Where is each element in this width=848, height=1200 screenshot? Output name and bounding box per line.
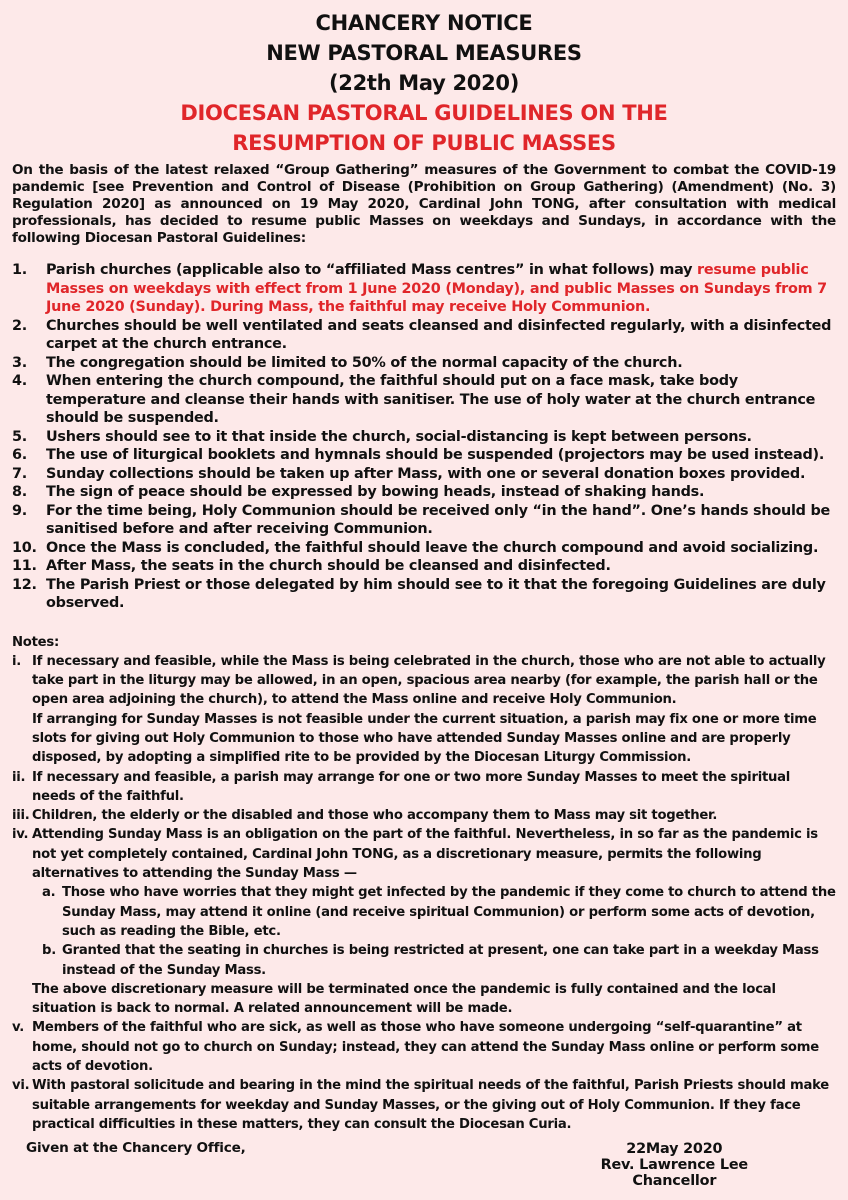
guideline-item [12, 261, 836, 317]
guideline-text: After Mass, the seats in the church should be cleansed and disinfected. [46, 558, 611, 574]
guideline-item [12, 483, 836, 502]
note-number: iii. [12, 808, 30, 824]
guideline-text: Parish churches (applicable also to “affiliated Mass centres” in what follows) may [46, 262, 698, 278]
guideline-text: The congregation should be limited to 50% of the normal capacity of the church. [46, 354, 683, 371]
guideline-text: The Parish Priest or those delegated by him should see to it that the foregoing Guidelines are duly observed. [46, 576, 826, 611]
guideline-number: 1. [12, 262, 27, 278]
note-number: v. [12, 1020, 25, 1036]
note-text: Attending Sunday Mass is an obligation on the part of the faithful. Nevertheless, in so far as the pandemic is not yet completely contained, Cardinal John TONG, as a discretionary measure, permits the following alternatives to attending the Sunday Mass — [32, 827, 818, 882]
note-text: With pastoral solicitude and bearing in the mind the spiritual needs of the faithful, Parish Priests should make suitable arrangements for weekday and Sunday Masses, or the giving out of Holy Communion. If they face practical difficulties in these matters, they can consult the Diocesan Curia. [32, 1078, 829, 1132]
note-item [12, 652, 836, 768]
guideline-number: 12. [12, 576, 37, 593]
note-text: Children, the elderly or the disabled and those who accompany them to Mass may sit together. [32, 808, 718, 824]
guidelines-heading-line1: DIOCESAN PASTORAL GUIDELINES ON THE [180, 101, 668, 125]
guideline-number: 4. [12, 373, 27, 389]
note-item [12, 1076, 836, 1134]
note-item [12, 806, 836, 825]
guideline-item [12, 502, 836, 539]
notice-subtitle: NEW PASTORAL MEASURES [266, 41, 582, 65]
guideline-item [12, 317, 836, 354]
note-item [12, 825, 836, 1018]
guideline-item [12, 557, 836, 576]
notes-section [12, 633, 836, 1135]
subitem-text: Those who have worries that they might get infected by the pandemic if they come to church to attend the Sunday Mass, may attend it online (and receive spiritual Communion) or perform some acts of devotion, such as reading the Bible, etc. [62, 885, 836, 939]
subitem-letter: a. [42, 885, 56, 901]
notice-date: (22th May 2020) [328, 71, 520, 95]
guideline-item [12, 465, 836, 484]
note-subitem [32, 941, 836, 980]
guideline-item [12, 428, 836, 447]
guideline-number: 9. [12, 502, 27, 519]
guideline-number: 5. [12, 428, 27, 445]
given-at-line: Given at the Chancery Office, [26, 1140, 246, 1156]
subitem-letter: b. [42, 943, 56, 959]
signature-date: 22May 2020 [626, 1141, 723, 1157]
guideline-item [12, 576, 836, 613]
signature-block [601, 1141, 748, 1189]
note-text: If necessary and feasible, while the Mass is being celebrated in the church, those who are not able to actually take part in the liturgy may be allowed, in an open, spacious area nearby (for example, the parish hall or the open area adjoining the church), to attend the Mass online and receive Holy Communion. [32, 653, 826, 708]
guideline-text: Sunday collections should be taken up after Mass, with one or several donation boxes provided. [46, 465, 806, 482]
guideline-item [12, 372, 836, 428]
notes-heading: Notes: [12, 634, 59, 650]
guideline-highlight: resume public Masses on weekdays with effect from 1 June 2020 (Monday), and public Masses on Sundays from 7 June 2020 (Sunday). During Mass, the faithful may receive Holy Communion. [46, 262, 827, 315]
note-text: If necessary and feasible, a parish may arrange for one or two more Sunday Masses to meet the spiritual needs of the faithful. [32, 769, 791, 804]
guideline-number: 2. [12, 317, 27, 334]
note-text: The above discretionary measure will be terminated once the pandemic is fully contained and the local situation is back to normal. A related announcement will be made. [32, 981, 776, 1017]
guidelines-heading-line2: RESUMPTION OF PUBLIC MASSES [232, 131, 616, 155]
guideline-text: For the time being, Holy Communion should be received only “in the hand”. One’s hands should be sanitised before and after receiving Communion. [46, 502, 831, 537]
note-text: Members of the faithful who are sick, as well as those who have someone undergoing “self-quarantine” at home, should not go to church on Sunday; instead, they can attend the Sunday Mass online or perform some acts of devotion. [32, 1020, 819, 1075]
note-subitem [32, 883, 836, 941]
guideline-text: When entering the church compound, the faithful should put on a face mask, take body temperature and cleanse their hands with sanitiser. The use of holy water at the church entrance should be suspended. [46, 373, 816, 426]
guideline-text: Once the Mass is concluded, the faithful should leave the church compound and avoid socializing. [46, 539, 819, 556]
guideline-text: The use of liturgical booklets and hymnals should be suspended (projectors may be used instead). [46, 447, 825, 463]
guideline-item [12, 446, 836, 465]
guideline-number: 6. [12, 447, 27, 463]
intro-paragraph: On the basis of the latest relaxed “Group Gathering” measures of the Government to combat the COVID-19 pandemic [see Prevention and Control of Disease (Prohibition on Group Gathering) (Amendment) (No. 3) Regulation 2020] as announced on 19 May 2020, Cardinal John TONG, after consultation with medical professionals, has decided to resume public Masses on weekdays and Sundays, in accordance with the following Diocesan Pastoral Guidelines: [12, 162, 836, 246]
note-number: ii. [12, 769, 26, 785]
subitem-text: Granted that the seating in churches is being restricted at present, one can take part in a weekday Mass instead of the Sunday Mass. [62, 943, 819, 978]
guideline-item [12, 354, 836, 373]
guideline-number: 8. [12, 484, 27, 500]
guideline-item [12, 539, 836, 558]
guideline-text: Ushers should see to it that inside the church, social-distancing is kept between persons. [46, 428, 752, 445]
guideline-number: 10. [12, 539, 37, 556]
note-text: If arranging for Sunday Masses is not feasible under the current situation, a parish may fix one or more time slots for giving out Holy Communion to those who have attended Sunday Masses online and are properly disposed, by adopting a simplified rite to be provided by the Diocesan Liturgy Commission. [32, 711, 817, 766]
guidelines-list [12, 261, 836, 613]
note-number: i. [12, 653, 22, 669]
note-item [12, 1018, 836, 1076]
guideline-number: 7. [12, 465, 27, 482]
guideline-text: The sign of peace should be expressed by bowing heads, instead of shaking hands. [46, 484, 705, 500]
guideline-number: 11. [12, 558, 37, 574]
signatory-name: Rev. Lawrence Lee [600, 1157, 748, 1173]
note-number: iv. [12, 827, 29, 843]
note-item [12, 768, 836, 807]
signatory-role: Chancellor [632, 1173, 717, 1189]
guideline-text: Churches should be well ventilated and seats cleansed and disinfected regularly, with a disinfected carpet at the church entrance. [46, 317, 832, 352]
note-number: vi. [12, 1078, 30, 1094]
notice-title: CHANCERY NOTICE [315, 11, 533, 35]
guideline-number: 3. [12, 354, 27, 371]
